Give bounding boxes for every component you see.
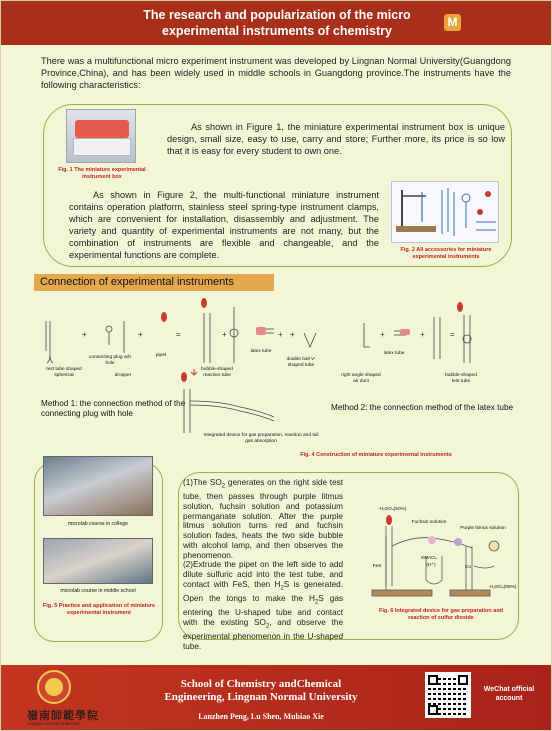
experiment-step-1: (1)The $SO_2$ generates on the right side test tube, then passes through purple litmus solution, fuchsin solution and potassium permanganate solution. After the purple litmus solution turns red and fuchsin solution fades, heats the two side bubble with alcohol lamp, and then observes the phenomenon. (183, 478, 343, 560)
experiment-text (183, 478, 343, 652)
fig2-caption: Fig. 2 All accessories for miniature experimental instruments (400, 247, 492, 260)
wechat-label: WeChat official account (483, 686, 535, 702)
poster-title-line1: The research and popularization of the micro (143, 8, 411, 22)
fig5-caption: Fig. 5 Practice and application of miniature experimental instrument (42, 603, 156, 616)
experiment-step-2: (2)Extrude the pipet on the left side to add dilute sulfuric acid into the test tube, and contact with FeS, then $H_2S$ is generated. Open the tongs to make the $H_2S$ gas entering the U-shaped tube and contact with the existing $SO_2$, and observe the experimental phenomenon in the U-shaped tube. (183, 560, 344, 652)
label-bubble-test: bubble-shaped test tube (445, 373, 477, 384)
label-fuchsin: Fuchsin solution (411, 520, 447, 525)
university-chinese-name: 嶺南師範學院 (27, 709, 99, 722)
accessories-image (391, 181, 499, 243)
svg-text:+: + (278, 330, 283, 339)
label-connecting-plug: connecting plug wih hole (88, 355, 132, 366)
method-1-text: Method 1: the connection method of the connecting plug with hole (41, 399, 186, 418)
fig1-caption: Fig. 1 The miniature experimental instrument box (58, 167, 146, 180)
instrument-box-image (66, 109, 136, 163)
label-cu: Cu (464, 565, 472, 570)
poster-title-line2: experimental instruments of chemistry (162, 24, 392, 38)
label-double-ball: double ball V-shaped tube (286, 357, 316, 368)
label-pipet: pipet (155, 353, 167, 358)
label-h2so4-50: H₂SO₄(50%) (379, 507, 407, 512)
university-seal-icon (37, 670, 71, 704)
label-fes: FeS (372, 564, 382, 569)
svg-text:+: + (380, 330, 385, 339)
label-test-tube-shaped: test tube shaped spherical (46, 367, 82, 378)
label-h-plus: (H⁺) (426, 563, 436, 568)
features-paragraph-1: As shown in Figure 1, the miniature experimental instrument box is unique design, small size, easy to use, carry and store; Further more, its price is so low that it is easy for every student to own one. (167, 122, 505, 156)
label-integrated-device: Integrated device for gas preparation, reaction and tail gas absorption (203, 433, 319, 444)
svg-text:+: + (82, 330, 87, 339)
label-latex-tube: latex tube (250, 349, 272, 354)
svg-text:=: = (450, 330, 455, 339)
label-dropper: dropper (114, 373, 132, 378)
svg-text:+: + (290, 330, 295, 339)
fig6-caption: Fig. 6 Integrated device for gas preparation and reaction of sulfur dioxide (378, 608, 504, 621)
college-course-photo (43, 456, 153, 516)
fig4-caption: Fig. 4 Construction of miniature experimental instruments (300, 452, 452, 458)
svg-text:=: = (176, 330, 181, 339)
label-litmus: Purple litmus solution (460, 526, 506, 531)
middle-school-course-photo (43, 538, 153, 584)
photo2-caption: microlab course in middle school (60, 588, 136, 594)
poster-footer (1, 665, 552, 731)
photo1-caption: microlab course in college (68, 521, 128, 527)
label-latex-tube-2: latex tube (383, 351, 405, 356)
label-h2so4-98: H₂SO₄(98%) (489, 585, 517, 590)
features-paragraph-2: As shown in Figure 2, the multi-functional miniature instrument contains operation platform, stainless steel spring-type instrument clamps, which are convenient for installation, disassembly and adjustment. The variety and quantity of experimental instruments are not many, but the combination of instruments are flexible and changeable, and the experimental functions are complete. (69, 190, 379, 260)
label-right-angle: right angle shaped air duct (341, 373, 381, 384)
method-2-text: Method 2: the connection method of the latex tube (331, 403, 514, 412)
school-name: School of Chemistry andChemical Engineering, Lingnan Normal University (164, 678, 358, 703)
poster-header (1, 1, 552, 45)
micro-logo-icon: M (444, 14, 461, 31)
svg-text:+: + (138, 330, 143, 339)
authors: Lanzhen Peng, Lu Shen, Mubiao Xie (198, 712, 324, 721)
svg-text:+: + (222, 330, 227, 339)
svg-text:+: + (420, 330, 425, 339)
wechat-qr-code-icon (425, 672, 471, 718)
university-english-name: Lingnan Normal University (27, 721, 80, 726)
connection-section-title: Connection of experimental instruments (34, 274, 274, 291)
intro-paragraph: There was a multifunctional micro experiment instrument was developed by Lingnan Normal University(Guangdong Province,China), and has been widely used in middle schools in Guangdong province.The instruments have the following characteristics: (41, 56, 511, 90)
label-kmno4: KMnO₄ (421, 556, 437, 561)
label-bubble-reaction: bubble-shaped reaction tube (201, 367, 233, 378)
